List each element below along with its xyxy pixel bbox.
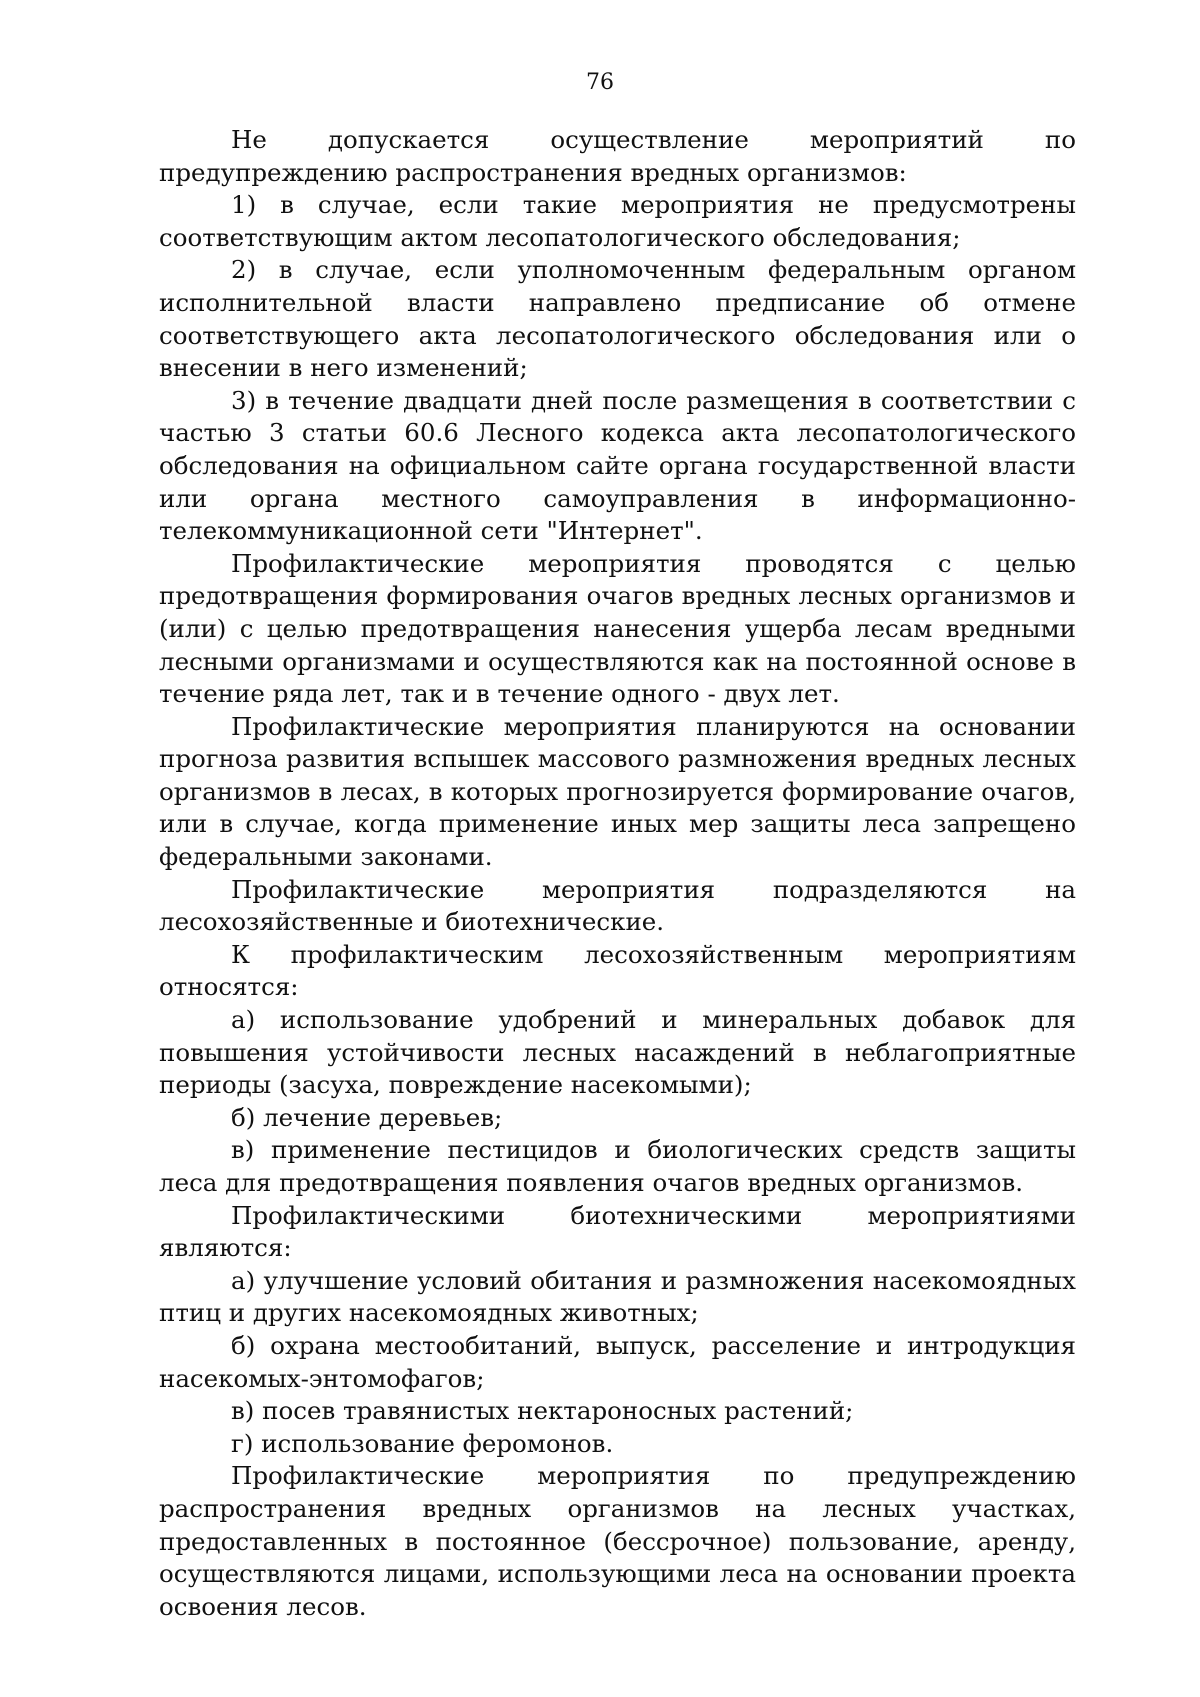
page-number: 76 <box>586 70 614 95</box>
list-item: в) посев травянистых нектароносных растений; <box>231 1396 854 1426</box>
list-item: 3) в течение двадцати дней после размещения в соответствии с частью 3 статьи 60.6 Лесного кодекса акта лесопатологического обследования на официальном сайте органа государственной власти или органа местного самоуправления в информационно-телекоммуникационной сети "Интернет". <box>159 385 1076 546</box>
list-item: 2) в случае, если уполномоченным федеральным органом исполнительной власти направлено предписание об отмене соответствующего акта лесопатологического обследования или о внесении в него изменений; <box>159 255 1076 383</box>
paragraph: К профилактическим лесохозяйственным мероприятиям относятся: <box>159 939 1076 1002</box>
paragraph: Профилактические мероприятия по предупреждению распространения вредных организмов на лесных участках, предоставленных в постоянное (бессрочное) пользование, аренду, осуществляются лицами, использующими леса на основании проекта освоения лесов. <box>159 1461 1076 1621</box>
list-item: б) лечение деревьев; <box>231 1102 503 1132</box>
list-item: а) улучшение условий обитания и размножения насекомоядных птиц и других насекомоядных животных; <box>159 1265 1076 1328</box>
paragraph: Не допускается осуществление мероприятий по предупреждению распространения вредных организмов: <box>159 125 1076 187</box>
document-body <box>159 124 1076 1623</box>
list-item: в) применение пестицидов и биологических средств защиты леса для предотвращения появления очагов вредных организмов. <box>159 1135 1076 1197</box>
paragraph: Профилактические мероприятия подразделяются на лесохозяйственные и биотехнические. <box>159 874 1076 937</box>
paragraph: Профилактическими биотехническими мероприятиями являются: <box>159 1200 1076 1263</box>
paragraph: Профилактические мероприятия планируются на основании прогноза развития вспышек массового размножения вредных лесных организмов в лесах, в которых прогнозируется формирование очагов, или в случае, когда применение иных мер защиты леса запрещено федеральными законами. <box>159 711 1076 872</box>
list-item: 1) в случае, если такие мероприятия не предусмотрены соответствующим актом лесопатологического обследования; <box>159 190 1076 252</box>
list-item: б) охрана местообитаний, выпуск, расселение и интродукция насекомых-энтомофагов; <box>159 1330 1076 1393</box>
list-item: г) использование феромонов. <box>231 1428 614 1458</box>
paragraph: Профилактические мероприятия проводятся с целью предотвращения формирования очагов вредных лесных организмов и (или) с целью предотвращения нанесения ущерба лесам вредными лесными организмами и осуществляются как на постоянной основе в течение ряда лет, так и в течение одного - двух лет. <box>159 548 1076 709</box>
list-item: а) использование удобрений и минеральных добавок для повышения устойчивости лесных насаждений в неблагоприятные периоды (засуха, повреждение насекомыми); <box>159 1005 1076 1100</box>
